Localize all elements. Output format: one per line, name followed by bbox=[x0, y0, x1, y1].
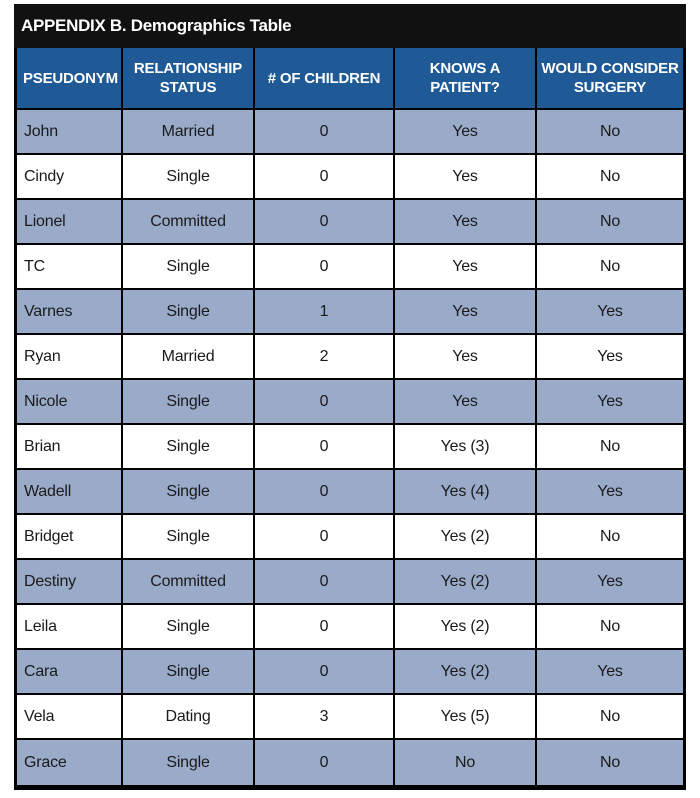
knows-patient-cell: Yes (2) bbox=[395, 650, 537, 695]
knows-patient-cell: Yes bbox=[395, 110, 537, 155]
consider-surgery-cell: Yes bbox=[537, 560, 683, 605]
table-row bbox=[17, 335, 683, 380]
pseudonym-cell: TC bbox=[17, 245, 123, 290]
consider-surgery-cell: Yes bbox=[537, 380, 683, 425]
table-row bbox=[17, 605, 683, 650]
children-cell: 0 bbox=[255, 110, 395, 155]
pseudonym-cell: Wadell bbox=[17, 470, 123, 515]
children-cell: 1 bbox=[255, 290, 395, 335]
knows-patient-cell: No bbox=[395, 740, 537, 785]
consider-surgery-cell: No bbox=[537, 155, 683, 200]
consider-surgery-cell: Yes bbox=[537, 290, 683, 335]
header-would-consider-surgery: WOULD CONSIDER SURGERY bbox=[537, 48, 683, 110]
relationship-status-cell: Single bbox=[123, 650, 255, 695]
children-cell: 0 bbox=[255, 245, 395, 290]
pseudonym-cell: Grace bbox=[17, 740, 123, 785]
table-row bbox=[17, 515, 683, 560]
knows-patient-cell: Yes bbox=[395, 335, 537, 380]
pseudonym-cell: John bbox=[17, 110, 123, 155]
children-cell: 0 bbox=[255, 155, 395, 200]
pseudonym-cell: Ryan bbox=[17, 335, 123, 380]
children-cell: 0 bbox=[255, 650, 395, 695]
children-cell: 0 bbox=[255, 470, 395, 515]
knows-patient-cell: Yes (3) bbox=[395, 425, 537, 470]
table-row bbox=[17, 740, 683, 785]
pseudonym-cell: Cindy bbox=[17, 155, 123, 200]
table-row bbox=[17, 155, 683, 200]
relationship-status-cell: Single bbox=[123, 245, 255, 290]
knows-patient-cell: Yes (4) bbox=[395, 470, 537, 515]
consider-surgery-cell: Yes bbox=[537, 650, 683, 695]
knows-patient-cell: Yes (2) bbox=[395, 560, 537, 605]
relationship-status-cell: Single bbox=[123, 605, 255, 650]
header-knows-a-patient: KNOWS A PATIENT? bbox=[395, 48, 537, 110]
knows-patient-cell: Yes bbox=[395, 380, 537, 425]
pseudonym-cell: Destiny bbox=[17, 560, 123, 605]
relationship-status-cell: Married bbox=[123, 110, 255, 155]
pseudonym-cell: Bridget bbox=[17, 515, 123, 560]
table-title: APPENDIX B. Demographics Table bbox=[14, 4, 686, 48]
children-cell: 3 bbox=[255, 695, 395, 740]
table-row bbox=[17, 290, 683, 335]
relationship-status-cell: Single bbox=[123, 470, 255, 515]
table-row bbox=[17, 650, 683, 695]
table-row bbox=[17, 200, 683, 245]
table-row bbox=[17, 110, 683, 155]
demographics-table-frame bbox=[14, 4, 686, 790]
consider-surgery-cell: No bbox=[537, 695, 683, 740]
children-cell: 0 bbox=[255, 425, 395, 470]
consider-surgery-cell: No bbox=[537, 425, 683, 470]
pseudonym-cell: Leila bbox=[17, 605, 123, 650]
consider-surgery-cell: No bbox=[537, 245, 683, 290]
header-pseudonym: PSEUDONYM bbox=[17, 48, 123, 110]
pseudonym-cell: Varnes bbox=[17, 290, 123, 335]
children-cell: 0 bbox=[255, 200, 395, 245]
relationship-status-cell: Dating bbox=[123, 695, 255, 740]
pseudonym-cell: Brian bbox=[17, 425, 123, 470]
pseudonym-cell: Cara bbox=[17, 650, 123, 695]
knows-patient-cell: Yes bbox=[395, 200, 537, 245]
table-row bbox=[17, 560, 683, 605]
relationship-status-cell: Single bbox=[123, 515, 255, 560]
header-number-of-children: # OF CHILDREN bbox=[255, 48, 395, 110]
relationship-status-cell: Single bbox=[123, 740, 255, 785]
children-cell: 2 bbox=[255, 335, 395, 380]
consider-surgery-cell: Yes bbox=[537, 470, 683, 515]
relationship-status-cell: Single bbox=[123, 425, 255, 470]
table-body bbox=[17, 110, 683, 785]
relationship-status-cell: Single bbox=[123, 290, 255, 335]
relationship-status-cell: Single bbox=[123, 380, 255, 425]
relationship-status-cell: Single bbox=[123, 155, 255, 200]
children-cell: 0 bbox=[255, 605, 395, 650]
relationship-status-cell: Married bbox=[123, 335, 255, 380]
table-row bbox=[17, 245, 683, 290]
pseudonym-cell: Lionel bbox=[17, 200, 123, 245]
knows-patient-cell: Yes (5) bbox=[395, 695, 537, 740]
consider-surgery-cell: No bbox=[537, 515, 683, 560]
table-row bbox=[17, 380, 683, 425]
table-row bbox=[17, 425, 683, 470]
knows-patient-cell: Yes bbox=[395, 245, 537, 290]
knows-patient-cell: Yes (2) bbox=[395, 605, 537, 650]
consider-surgery-cell: No bbox=[537, 740, 683, 785]
consider-surgery-cell: Yes bbox=[537, 335, 683, 380]
children-cell: 0 bbox=[255, 740, 395, 785]
pseudonym-cell: Vela bbox=[17, 695, 123, 740]
consider-surgery-cell: No bbox=[537, 110, 683, 155]
consider-surgery-cell: No bbox=[537, 605, 683, 650]
header-relationship-status: RELATIONSHIP STATUS bbox=[123, 48, 255, 110]
children-cell: 0 bbox=[255, 515, 395, 560]
knows-patient-cell: Yes (2) bbox=[395, 515, 537, 560]
relationship-status-cell: Committed bbox=[123, 200, 255, 245]
children-cell: 0 bbox=[255, 380, 395, 425]
table-row bbox=[17, 470, 683, 515]
knows-patient-cell: Yes bbox=[395, 290, 537, 335]
consider-surgery-cell: No bbox=[537, 200, 683, 245]
children-cell: 0 bbox=[255, 560, 395, 605]
demographics-table bbox=[17, 48, 683, 785]
header-row bbox=[17, 48, 683, 110]
pseudonym-cell: Nicole bbox=[17, 380, 123, 425]
knows-patient-cell: Yes bbox=[395, 155, 537, 200]
table-row bbox=[17, 695, 683, 740]
relationship-status-cell: Committed bbox=[123, 560, 255, 605]
